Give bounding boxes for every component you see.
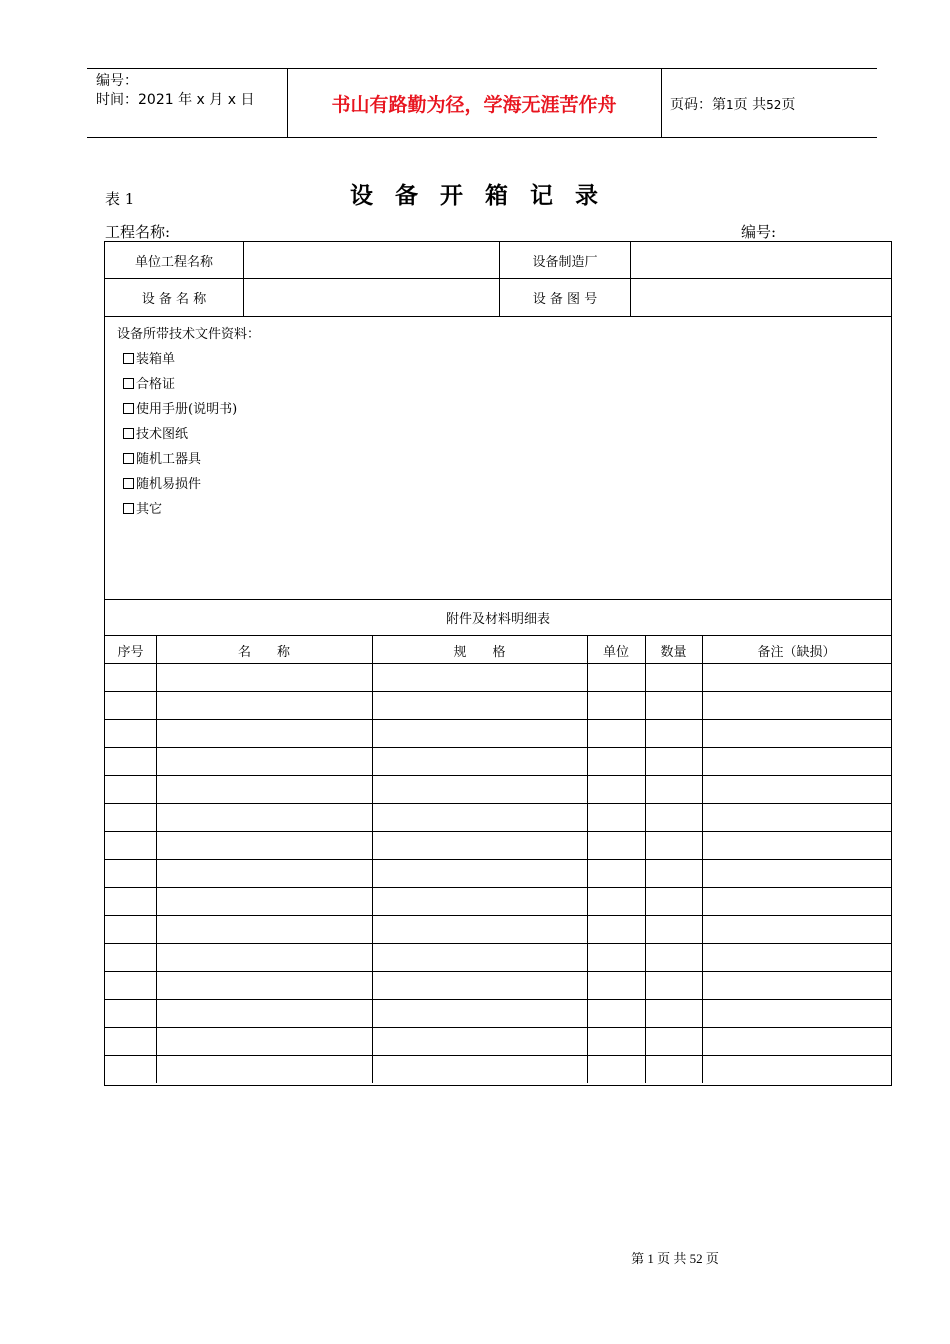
tech-docs-section [117, 322, 260, 522]
table-cell[interactable] [587, 1056, 645, 1083]
checkbox-icon[interactable] [123, 378, 134, 389]
table-cell[interactable] [702, 860, 891, 887]
table-cell[interactable] [587, 664, 645, 691]
table-cell[interactable] [645, 804, 702, 831]
table-cell[interactable] [645, 748, 702, 775]
doc-checkbox-item[interactable] [117, 472, 260, 497]
page-mid: 页 共 [733, 97, 767, 113]
tech-docs-heading: 设备所带技术文件资料： [117, 327, 261, 342]
table-cell[interactable] [587, 720, 645, 747]
table-cell[interactable] [105, 664, 156, 691]
doc-checkbox-label: 技术图纸 [136, 427, 189, 442]
table-cell[interactable] [156, 1000, 372, 1027]
table-cell[interactable] [105, 1028, 156, 1055]
checkbox-icon[interactable] [123, 503, 134, 514]
table-cell[interactable] [105, 860, 156, 887]
header-band [87, 68, 877, 138]
table-column-header: 名 称 [237, 644, 290, 660]
table-cell[interactable] [372, 1000, 587, 1027]
page-label: 页码：第 [670, 97, 726, 113]
table-cell[interactable] [645, 832, 702, 859]
table-cell[interactable] [372, 860, 587, 887]
table-cell[interactable] [587, 804, 645, 831]
unit-project-name-label: 单位工程名称 [134, 254, 213, 270]
table-cell[interactable] [587, 1000, 645, 1027]
table-cell[interactable] [156, 664, 372, 691]
table-number: 表 1 [105, 190, 135, 208]
page-total: 52 [766, 98, 782, 112]
doc-checkbox-item[interactable] [117, 497, 260, 522]
equipment-name-label: 设 备 名 称 [141, 292, 207, 307]
table-cell[interactable] [105, 692, 156, 719]
drawing-number-label: 设 备 图 号 [532, 292, 598, 307]
table-cell[interactable] [587, 860, 645, 887]
doc-checkbox-item[interactable] [117, 372, 260, 397]
table-cell[interactable] [372, 804, 587, 831]
table-cell[interactable] [702, 916, 891, 943]
table-cell[interactable] [372, 720, 587, 747]
doc-checkbox-label: 使用手册(说明书) [136, 402, 238, 417]
table-cell[interactable] [105, 720, 156, 747]
table-cell[interactable] [587, 888, 645, 915]
doc-checkbox-item[interactable] [117, 447, 260, 472]
header-time-label: 时间：2021 年 x 月 x 日 [96, 92, 255, 108]
table-cell[interactable] [645, 664, 702, 691]
table-cell[interactable] [702, 832, 891, 859]
table-cell[interactable] [645, 888, 702, 915]
table-cell[interactable] [702, 720, 891, 747]
table-cell[interactable] [105, 832, 156, 859]
table-cell[interactable] [156, 944, 372, 971]
equipment-unboxing-form [104, 241, 892, 1086]
table-cell[interactable] [645, 916, 702, 943]
table-cell[interactable] [372, 832, 587, 859]
doc-checkbox-label: 随机工器具 [136, 452, 202, 467]
table-column-header: 规 格 [453, 644, 506, 660]
table-cell[interactable] [105, 944, 156, 971]
table-cell[interactable] [105, 748, 156, 775]
table-cell[interactable] [156, 916, 372, 943]
table-cell[interactable] [587, 776, 645, 803]
manufacturer-field[interactable] [631, 242, 891, 278]
table-cell[interactable] [702, 748, 891, 775]
doc-checkbox-label: 其它 [136, 502, 163, 517]
checkbox-icon[interactable] [123, 353, 134, 364]
table-cell[interactable] [156, 748, 372, 775]
table-cell[interactable] [645, 720, 702, 747]
checkbox-icon[interactable] [123, 478, 134, 489]
table-cell[interactable] [156, 972, 372, 999]
table-cell[interactable] [645, 944, 702, 971]
table-cell[interactable] [372, 1028, 587, 1055]
table-cell[interactable] [702, 1000, 891, 1027]
doc-checkbox-label: 合格证 [136, 377, 176, 392]
table-cell[interactable] [372, 1056, 587, 1083]
table-cell[interactable] [702, 804, 891, 831]
table-cell[interactable] [587, 748, 645, 775]
unit-project-name-field[interactable] [244, 242, 499, 278]
checkbox-icon[interactable] [123, 428, 134, 439]
table-cell[interactable] [645, 1000, 702, 1027]
table-cell[interactable] [372, 972, 587, 999]
doc-checkbox-label: 随机易损件 [136, 477, 202, 492]
table-cell[interactable] [105, 972, 156, 999]
table-cell[interactable] [702, 664, 891, 691]
doc-checkbox-item[interactable] [117, 347, 260, 372]
table-cell[interactable] [645, 860, 702, 887]
table-cell[interactable] [372, 776, 587, 803]
table-cell[interactable] [702, 776, 891, 803]
table-cell[interactable] [105, 888, 156, 915]
table-cell[interactable] [702, 1056, 891, 1083]
page-number: 1 [726, 98, 734, 112]
materials-caption: 附件及材料明细表 [445, 612, 550, 627]
checkbox-icon[interactable] [123, 403, 134, 414]
table-cell[interactable] [645, 776, 702, 803]
page-footer: 第 1 页 共 52 页 [631, 1251, 719, 1266]
table-cell[interactable] [645, 972, 702, 999]
table-cell[interactable] [587, 692, 645, 719]
table-cell[interactable] [587, 832, 645, 859]
table-cell[interactable] [587, 944, 645, 971]
project-name-label: 工程名称: [105, 223, 171, 241]
table-cell[interactable] [702, 944, 891, 971]
header-motto: 书山有路勤为径，学海无涯苦作舟 [331, 93, 617, 116]
table-cell[interactable] [702, 888, 891, 915]
doc-checkbox-item[interactable] [117, 422, 260, 447]
table-column-header: 数量 [660, 644, 687, 660]
table-column-header: 备注（缺损） [757, 644, 836, 660]
doc-checkbox-item[interactable] [117, 397, 260, 422]
table-cell[interactable] [156, 860, 372, 887]
table-cell[interactable] [702, 972, 891, 999]
table-cell[interactable] [372, 916, 587, 943]
manufacturer-label: 设备制造厂 [532, 254, 598, 270]
table-cell[interactable] [587, 916, 645, 943]
header-meta [96, 72, 254, 110]
table-cell[interactable] [156, 804, 372, 831]
table-cell[interactable] [645, 692, 702, 719]
equipment-name-field[interactable] [244, 279, 499, 316]
table-cell[interactable] [372, 888, 587, 915]
table-cell[interactable] [105, 1000, 156, 1027]
table-cell[interactable] [372, 664, 587, 691]
table-cell[interactable] [702, 1028, 891, 1055]
table-cell[interactable] [105, 916, 156, 943]
table-cell[interactable] [156, 1028, 372, 1055]
header-page-counter [670, 94, 795, 114]
table-cell[interactable] [156, 720, 372, 747]
table-cell[interactable] [156, 888, 372, 915]
table-cell[interactable] [105, 776, 156, 803]
table-cell[interactable] [105, 804, 156, 831]
table-cell[interactable] [372, 944, 587, 971]
table-cell[interactable] [372, 692, 587, 719]
drawing-number-field[interactable] [631, 279, 891, 316]
table-cell[interactable] [702, 692, 891, 719]
page-title: 设备开箱记录 [350, 183, 620, 209]
checkbox-icon[interactable] [123, 453, 134, 464]
table-cell[interactable] [156, 692, 372, 719]
table-cell[interactable] [156, 1056, 372, 1083]
header-number-label: 编号： [96, 73, 138, 89]
table-cell[interactable] [587, 1028, 645, 1055]
table-cell[interactable] [645, 1028, 702, 1055]
record-number-label: 编号: [741, 223, 777, 241]
doc-checkbox-label: 装箱单 [136, 352, 176, 367]
table-cell[interactable] [105, 1056, 156, 1083]
table-column-header: 单位 [602, 644, 629, 660]
page-end: 页 [781, 97, 796, 113]
table-column-header: 序号 [117, 644, 144, 660]
table-cell[interactable] [156, 832, 372, 859]
header-divider [661, 69, 662, 137]
table-cell[interactable] [372, 748, 587, 775]
table-cell[interactable] [645, 1056, 702, 1083]
table-cell[interactable] [587, 972, 645, 999]
row-divider [105, 316, 891, 317]
table-cell[interactable] [156, 776, 372, 803]
